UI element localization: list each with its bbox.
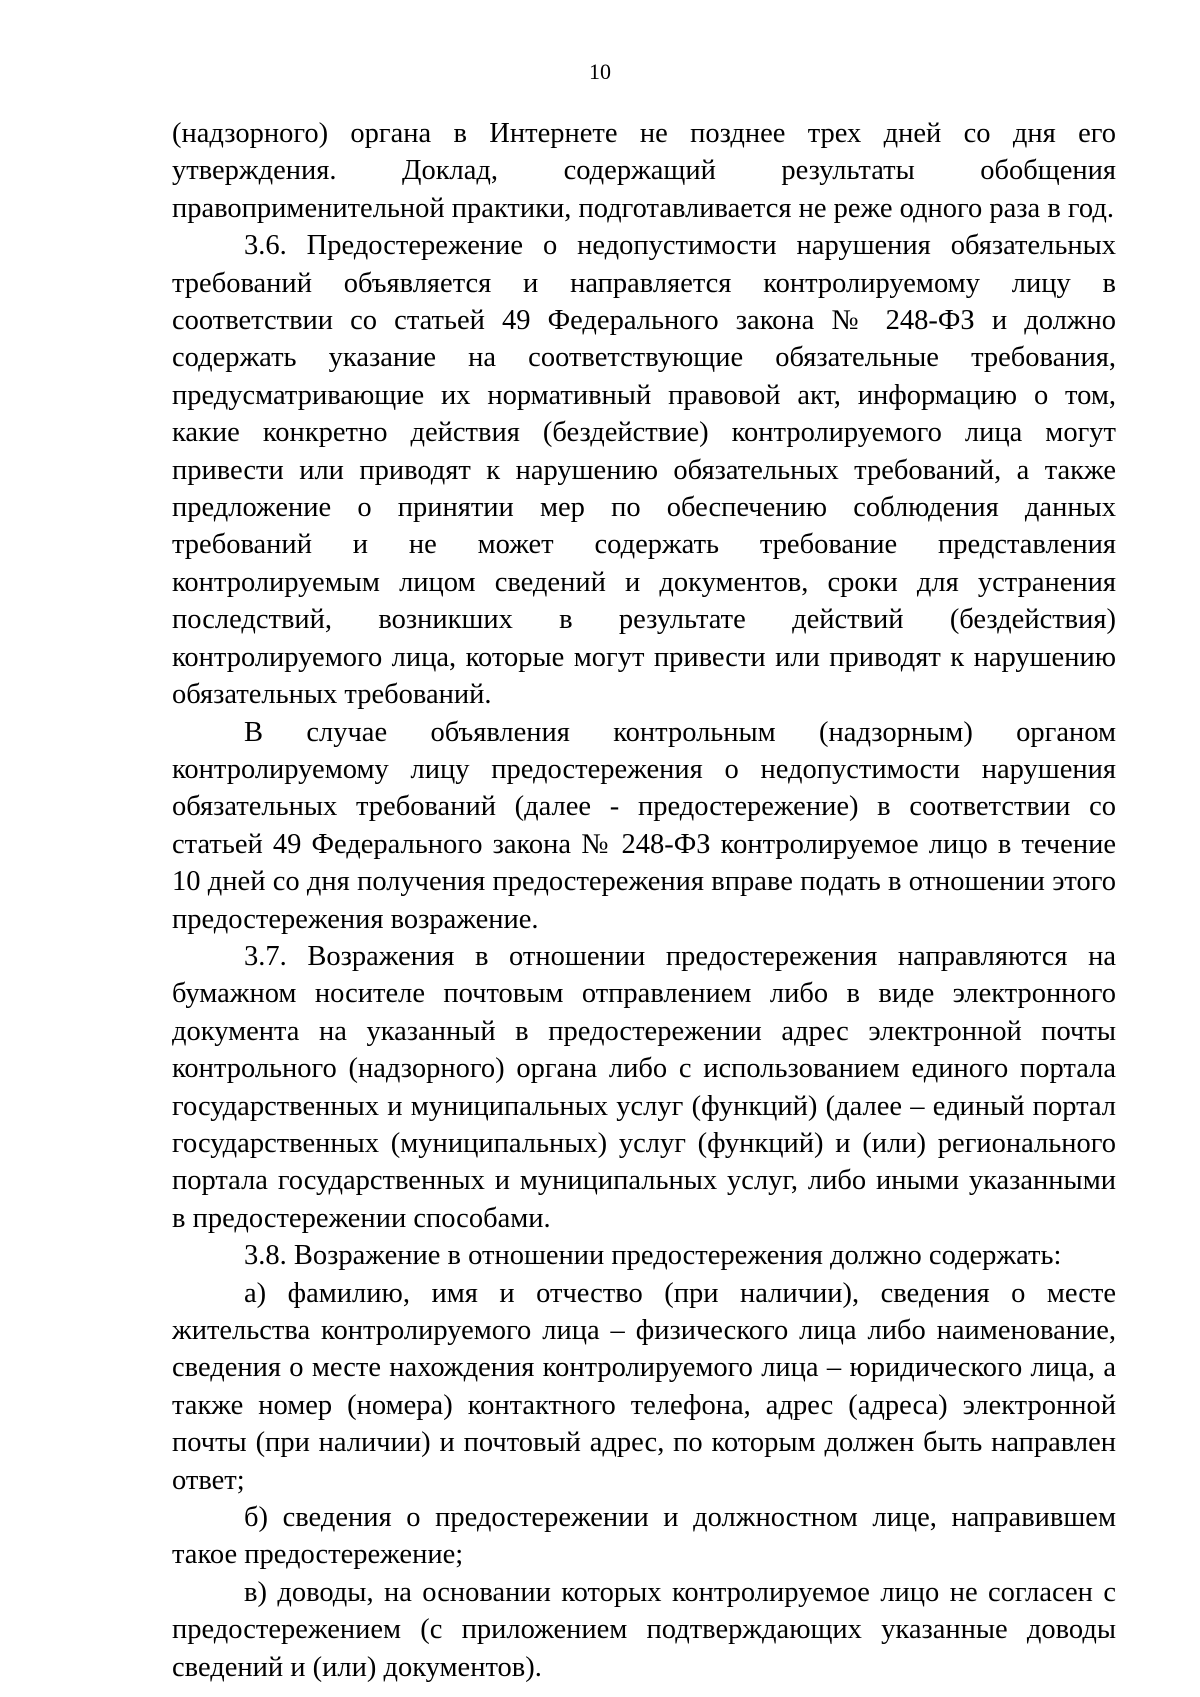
paragraph-3-8: 3.8. Возражение в отношении предостережения должно содержать:	[244, 1240, 1062, 1272]
paragraph-objection-right: В случае объявления контрольным (надзорным) органом контролируемому лицу предостережения о недопустимости нарушения обязательных требований (далее - предостережение) в соответствии со статьей 49 Федерального закона № 248-ФЗ контролируемое лицо в течение 10 дней со дня получения предостережения вправе подать в отношении этого предостережения возражение.	[172, 716, 1116, 935]
paragraph-3-6: 3.6. Предостережение о недопустимости нарушения обязательных требований объявляется и направляется контролируемому лицу в соответствии со статьей 49 Федерального закона № 248-ФЗ и должно содержать указание на соответствующие обязательные требования, предусматривающие их нормативный правовой акт, информацию о том, какие конкретно действия (бездействие) контролируемого лица могут привести или приводят к нарушению обязательных требований, а также предложение о принятии мер по обеспечению соблюдения данных требований и не может содержать требование представления контролируемым лицом сведений и документов, сроки для устранения последствий, возникших в результате действий (бездействия) контролируемого лица, которые могут привести или приводят к нарушению обязательных требований.	[172, 230, 1116, 711]
list-item-a: а) фамилию, имя и отчество (при наличии), сведения о месте жительства контролируемого лица – физического лица либо наименование, сведения о месте нахождения контролируемого лица – юридического лица, а также номер (номера) контактного телефона, адрес (адреса) электронной почты (при наличии) и почтовый адрес, по которым должен быть направлен ответ;	[172, 1277, 1116, 1496]
paragraph-continuation: (надзорного) органа в Интернете не позднее трех дней со дня его утверждения. Доклад, содержащий результаты обобщения правоприменительной практики, подготавливается не реже одного раза в год.	[172, 118, 1116, 224]
paragraph-3-7: 3.7. Возражения в отношении предостережения направляются на бумажном носителе почтовым отправлением либо в виде электронного документа на указанный в предостережении адрес электронной почты контрольного (надзорного) органа либо с использованием единого портала государственных и муниципальных услуг (функций) (далее – единый портал государственных (муниципальных) услуг (функций) и (или) регионального портала государственных и муниципальных услуг, либо иными указанными в предостережении способами.	[172, 940, 1116, 1234]
list-item-b: б) сведения о предостережении и должностном лице, направившем такое предостережение;	[172, 1502, 1116, 1571]
page-number: 10	[589, 59, 611, 84]
list-item-v: в) доводы, на основании которых контролируемое лицо не согласен с предостережением (с приложением подтверждающих указанные доводы сведений и (или) документов).	[172, 1576, 1116, 1683]
document-body	[172, 115, 1116, 1686]
